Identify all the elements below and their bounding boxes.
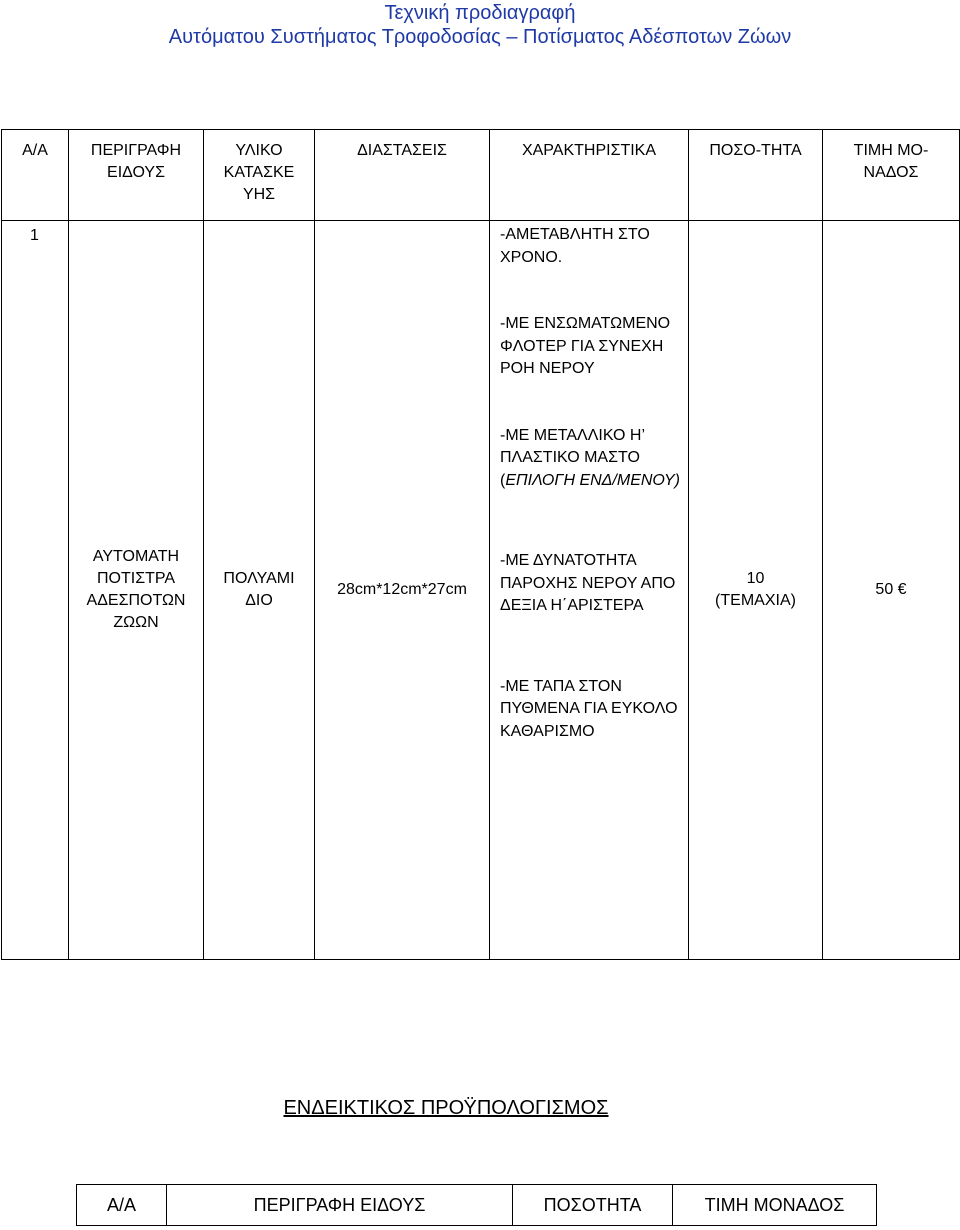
col-features: ΧΑΡΑΚΤΗΡΙΣΤΙΚΑ	[490, 130, 689, 221]
row-aa: 1	[2, 221, 69, 960]
row-unit-price: 50 €	[823, 221, 960, 960]
row-dimensions: 28cm*12cm*27cm	[315, 221, 490, 960]
feature-unchanging: -ΑΜΕΤΑΒΛΗΤΗ ΣΤΟ ΧΡΟΝΟ.	[500, 226, 650, 266]
spec-row	[2, 221, 960, 960]
col-description: ΠΕΡΙΓΡΑΦΗ ΕΙΔΟΥΣ	[69, 130, 204, 221]
col-material: ΥΛΙΚΟ ΚΑΤΑΣΚΕ ΥΗΣ	[204, 130, 315, 221]
quantity-unit: (ΤΕΜΑΧΙΑ)	[715, 592, 796, 609]
document-title: Τεχνική προδιαγραφή	[384, 2, 576, 24]
row-quantity	[689, 221, 823, 960]
budget-col-aa: Α/Α	[77, 1185, 167, 1226]
budget-col-description: ΠΕΡΙΓΡΑΦΗ ΕΙΔΟΥΣ	[167, 1185, 513, 1226]
feature-nipple: -ΜΕ ΜΕΤΑΛΛΙΚΟ Η’ ΠΛΑΣΤΙΚΟ ΜΑΣΤΟ (ΕΠΙΛΟΓΗ ΕΝΔ/ΜΕΝΟΥ)	[500, 426, 680, 489]
document-subtitle: Αυτόματου Συστήματος Τροφοδοσίας – Ποτίσματος Αδέσποτων Ζώων	[168, 26, 792, 48]
quantity-value: 10	[746, 570, 765, 587]
specification-table	[1, 129, 960, 960]
row-description: ΑΥΤΟΜΑΤΗ ΠΟΤΙΣΤΡΑ ΑΔΕΣΠΟΤΩΝ ΖΩΩΝ	[69, 221, 204, 960]
budget-col-quantity: ΠΟΣΟΤΗΤΑ	[513, 1185, 673, 1226]
feature-water-supply: -ΜΕ ΔΥΝΑΤΟΤΗΤΑ ΠΑΡΟΧΗΣ ΝΕΡΟΥ ΑΠΟ ΔΕΞΙΑ Η΄ΑΡΙΣΤΕΡΑ	[500, 552, 676, 614]
feature-float: -ΜΕ ΕΝΣΩΜΑΤΩΜΕΝΟ ΦΛΟΤΕΡ ΓΙΑ ΣΥΝΕΧΗ ΡΟΗ ΝΕΡΟΥ	[500, 315, 671, 377]
spec-header-row	[2, 130, 960, 221]
row-material: ΠΟΛΥΑΜΙ ΔΙΟ	[204, 221, 315, 960]
budget-table	[76, 1184, 877, 1226]
budget-col-unit-price: ΤΙΜΗ ΜΟΝΑΔΟΣ	[673, 1185, 877, 1226]
col-quantity: ΠΟΣΟ-ΤΗΤΑ	[689, 130, 823, 221]
budget-header-row	[77, 1185, 877, 1226]
budget-title: ΕΝΔΕΙΚΤΙΚΟΣ ΠΡΟΫΠΟΛΟΓΙΣΜΟΣ	[283, 1097, 609, 1119]
col-unit-price: ΤΙΜΗ ΜΟ-ΝΑΔΟΣ	[823, 130, 960, 221]
document-header	[0, 0, 960, 49]
feature-cap: -ΜΕ ΤΑΠΑ ΣΤΟΝ ΠΥΘΜΕΝΑ ΓΙΑ ΕΥΚΟΛΟ ΚΑΘΑΡΙΣΜΟ	[500, 677, 678, 740]
col-aa: Α/Α	[2, 130, 69, 221]
row-features	[490, 221, 689, 960]
col-dimensions: ΔΙΑΣΤΑΣΕΙΣ	[315, 130, 490, 221]
